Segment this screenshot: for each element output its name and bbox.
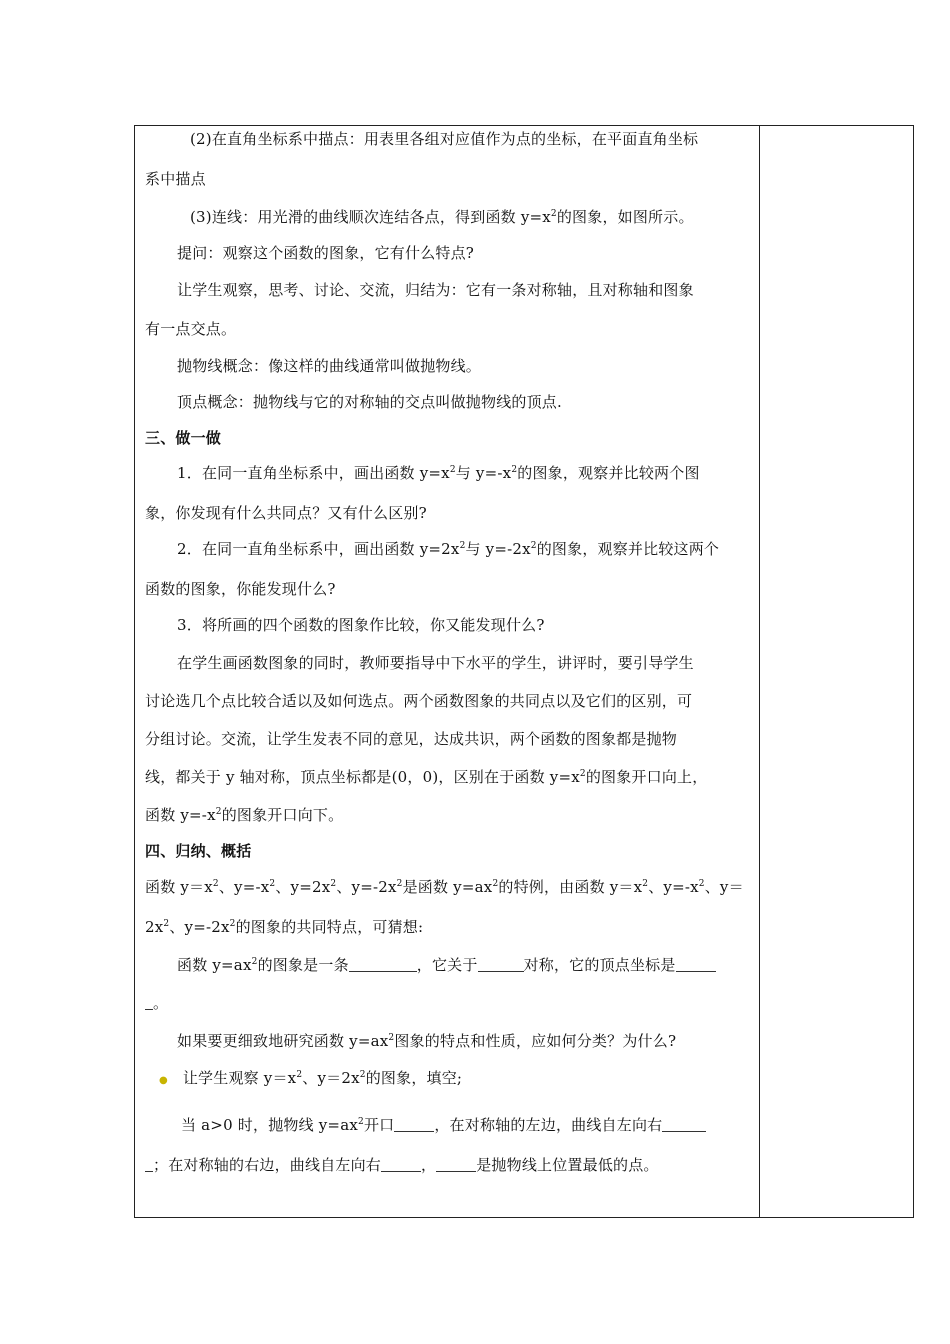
vertex-definition: 顶点概念：抛物线与它的对称轴的交点叫做抛物线的顶点. bbox=[177, 393, 562, 411]
blank-lowest-point[interactable] bbox=[436, 1157, 476, 1172]
step2-line2: 系中描点 bbox=[145, 170, 206, 188]
task3-line: 3．将所画的四个函数的图象作比较，你又能发现什么? bbox=[177, 616, 545, 634]
guide-line1: 在学生画函数图象的同时，教师要指导中下水平的学生，讲评时，要引导学生 bbox=[177, 654, 694, 672]
step3-line: (3)连线：用光滑的曲线顺次连结各点，得到函数 $y=x^2$的图象，如图所示。 bbox=[190, 208, 694, 226]
task2-line2: 函数的图象，你能发现什么? bbox=[145, 580, 336, 598]
question-line: 提问：观察这个函数的图象，它有什么特点? bbox=[177, 244, 475, 262]
fill-blank-line1: 函数 $y=ax^2$的图象是一条 ，它关于 对称，它的顶点坐标是 bbox=[177, 955, 716, 975]
summary-line1: 函数 $y=x^2$、$y=-x^2$、$y=2x^2$、$y=-2x^2$是函数 $y=ax^2$的特例，由函数 $y=x^2$、$y=-x^2$、y＝ bbox=[145, 878, 744, 896]
summary-line2: $2x^2$、$y=-2x^2$的图象的共同特点，可猜想: bbox=[145, 918, 424, 936]
blank-opening[interactable] bbox=[394, 1117, 434, 1132]
observe-fill-line: ● 让学生观察 $y=x^2$、$y=2x^2$的图象，填空; bbox=[159, 1069, 463, 1087]
blank-right-trend[interactable] bbox=[381, 1157, 421, 1172]
table-column-divider bbox=[759, 125, 760, 1218]
blank-left-trend-continued[interactable] bbox=[145, 1157, 153, 1172]
observe-line1: 让学生观察，思考、讨论、交流，归结为：它有一条对称轴，且对称轴和图象 bbox=[177, 281, 694, 299]
section-heading-4: 四、归纳、概括 bbox=[145, 842, 252, 860]
bullet-mark-icon: ● bbox=[159, 1075, 168, 1086]
fill-blank2-line1: 当 a>0 时，抛物线 $y=ax^2$开口 ，在对称轴的左边，曲线自左向右 bbox=[181, 1115, 706, 1135]
guide-line2: 讨论选几个点比较合适以及如何选点。两个函数图象的共同点以及它们的区别，可 bbox=[145, 692, 693, 710]
blank-vertex[interactable] bbox=[676, 957, 716, 972]
guide-line4: 线，都关于 y 轴对称，顶点坐标都是(0，0)，区别在于函数 $y=x^2$的图象开口向上， bbox=[145, 768, 708, 786]
step2-line1: (2)在直角坐标系中描点：用表里各组对应值作为点的坐标，在平面直角坐标 bbox=[190, 130, 699, 148]
fill-blank-line2: 。 bbox=[145, 993, 168, 1013]
fill-blank2-line2: ；在对称轴的右边，曲线自左向右 ， 是抛物线上位置最低的点。 bbox=[145, 1155, 659, 1175]
task1-line1: 1．在同一直角坐标系中，画出函数 $y=x^2$与 $y=-x^2$的图象，观察并比较两个图 bbox=[177, 464, 700, 482]
blank-vertex-continued[interactable] bbox=[145, 995, 153, 1010]
section-heading-3: 三、做一做 bbox=[145, 429, 222, 447]
parabola-definition: 抛物线概念：像这样的曲线通常叫做抛物线。 bbox=[177, 357, 482, 375]
blank-shape[interactable] bbox=[349, 957, 417, 972]
task1-line2: 象，你发现有什么共同点？又有什么区别? bbox=[145, 504, 427, 522]
blank-axis[interactable] bbox=[478, 957, 524, 972]
task2-line1: 2．在同一直角坐标系中，画出函数 $y=2x^2$与 $y=-2x^2$的图象，观察并比较这两个 bbox=[177, 540, 720, 558]
blank-left-trend[interactable] bbox=[662, 1117, 706, 1132]
guide-line3: 分组讨论。交流，让学生发表不同的意见，达成共识，两个函数的图象都是抛物 bbox=[145, 730, 678, 748]
observe-line2: 有一点交点。 bbox=[145, 320, 237, 338]
question-classify: 如果要更细致地研究函数 $y=ax^2$图象的特点和性质，应如何分类？为什么? bbox=[177, 1032, 677, 1050]
guide-line5: 函数 $y=-x^2$的图象开口向下。 bbox=[145, 806, 344, 824]
